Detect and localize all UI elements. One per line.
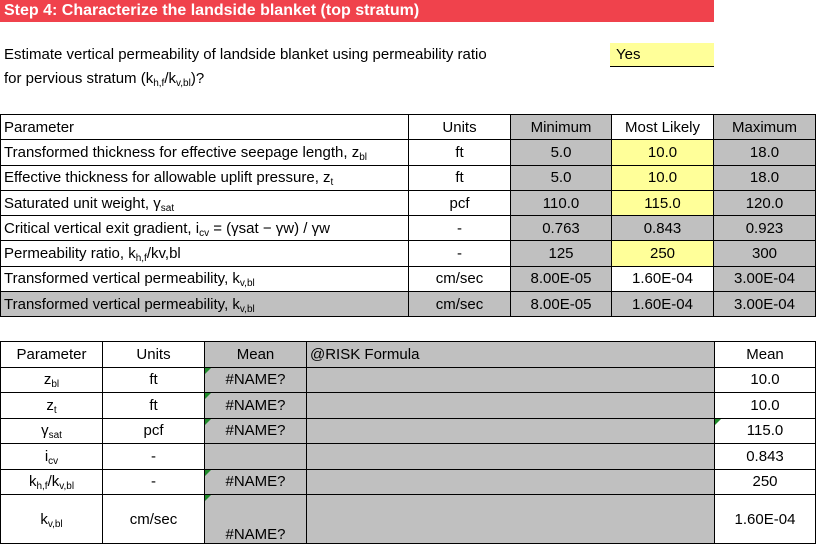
table-header-row (1, 342, 816, 368)
units-cell[interactable]: pcf (103, 418, 205, 444)
permeability-ratio-answer-cell[interactable]: Yes (610, 43, 714, 67)
mean-value-cell[interactable]: 1.60E-04 (715, 495, 816, 544)
units-cell[interactable]: cm/sec (103, 495, 205, 544)
formula-cell[interactable] (307, 495, 715, 544)
mean-cell[interactable]: #NAME? (205, 418, 307, 444)
table-row (1, 495, 816, 544)
header-mean: Mean (205, 342, 307, 368)
table-row (1, 216, 816, 241)
table-row (1, 190, 816, 215)
mean-value-cell[interactable]: 10.0 (715, 393, 816, 419)
units-cell[interactable]: ft (409, 165, 511, 190)
min-cell[interactable]: 5.0 (511, 165, 612, 190)
header-minimum: Minimum (511, 115, 612, 140)
min-cell[interactable]: 0.763 (511, 216, 612, 241)
parameter-range-table (0, 114, 816, 317)
formula-cell[interactable] (307, 418, 715, 444)
table-row (1, 444, 816, 470)
table-row (1, 241, 816, 266)
param-cell[interactable]: Transformed vertical permeability, $k_{v,bl}$ (1, 292, 409, 317)
units-cell[interactable]: ft (409, 140, 511, 165)
most-likely-cell[interactable]: 1.60E-04 (612, 292, 714, 317)
header-most-likely: Most Likely (612, 115, 714, 140)
param-cell[interactable]: Effective thickness for allowable uplift pressure, $z_t$ (1, 165, 409, 190)
most-likely-cell[interactable]: 10.0 (612, 165, 714, 190)
units-cell[interactable]: - (103, 469, 205, 495)
param-cell[interactable]: Permeability ratio, $k_{h,f}/kv,bl$ (1, 241, 409, 266)
max-cell[interactable]: 3.00E-04 (714, 292, 816, 317)
most-likely-cell[interactable]: 10.0 (612, 140, 714, 165)
mean-cell[interactable]: #NAME? (205, 495, 307, 544)
table-header-row (1, 115, 816, 140)
risk-formula-table (0, 341, 816, 544)
mean-value-cell[interactable]: 0.843 (715, 444, 816, 470)
max-cell[interactable]: 18.0 (714, 140, 816, 165)
min-cell[interactable]: 8.00E-05 (511, 292, 612, 317)
table-row (1, 418, 816, 444)
param-cell[interactable]: $z_t$ (1, 393, 103, 419)
units-cell[interactable]: ft (103, 393, 205, 419)
max-cell[interactable]: 0.923 (714, 216, 816, 241)
formula-cell[interactable] (307, 444, 715, 470)
units-cell[interactable]: - (409, 216, 511, 241)
max-cell[interactable]: 300 (714, 241, 816, 266)
header-parameter: Parameter (1, 342, 103, 368)
param-cell[interactable]: $k_{h,f}/k_{v,bl}$ (1, 469, 103, 495)
header-parameter: Parameter (1, 115, 409, 140)
most-likely-cell[interactable]: 250 (612, 241, 714, 266)
param-cell[interactable]: Saturated unit weight, $\gamma_{sat}$ (1, 190, 409, 215)
mean-value-cell[interactable]: 250 (715, 469, 816, 495)
header-maximum: Maximum (714, 115, 816, 140)
most-likely-cell[interactable]: 0.843 (612, 216, 714, 241)
max-cell[interactable]: 18.0 (714, 165, 816, 190)
table-row (1, 140, 816, 165)
mean-value-cell[interactable]: 115.0 (715, 418, 816, 444)
question-line-2: for pervious stratum $(k_{h,f}/k_{v,bl})$? (4, 70, 205, 89)
max-cell[interactable]: 3.00E-04 (714, 266, 816, 291)
param-cell[interactable]: $z_{bl}$ (1, 367, 103, 393)
mean-cell[interactable] (205, 444, 307, 470)
min-cell[interactable]: 125 (511, 241, 612, 266)
units-cell[interactable]: - (409, 241, 511, 266)
min-cell[interactable]: 110.0 (511, 190, 612, 215)
units-cell[interactable]: ft (103, 367, 205, 393)
param-cell[interactable]: Transformed vertical permeability, $k_{v,bl}$ (1, 266, 409, 291)
formula-cell[interactable] (307, 469, 715, 495)
param-cell[interactable]: Transformed thickness for effective seepage length, $z_{bl}$ (1, 140, 409, 165)
max-cell[interactable]: 120.0 (714, 190, 816, 215)
table-row (1, 266, 816, 291)
param-cell[interactable]: $\gamma_{sat}$ (1, 418, 103, 444)
mean-value-cell[interactable]: 10.0 (715, 367, 816, 393)
units-cell[interactable]: cm/sec (409, 266, 511, 291)
units-cell[interactable]: pcf (409, 190, 511, 215)
mean-cell[interactable]: #NAME? (205, 367, 307, 393)
formula-cell[interactable] (307, 367, 715, 393)
step-title-banner: Step 4: Characterize the landside blanket (top stratum) (0, 0, 714, 22)
table-row (1, 165, 816, 190)
header-mean-value: Mean (715, 342, 816, 368)
header-units: Units (409, 115, 511, 140)
formula-cell[interactable] (307, 393, 715, 419)
min-cell[interactable]: 8.00E-05 (511, 266, 612, 291)
param-cell[interactable]: $k_{v,bl}$ (1, 495, 103, 544)
units-cell[interactable]: - (103, 444, 205, 470)
table-row (1, 367, 816, 393)
mean-cell[interactable]: #NAME? (205, 469, 307, 495)
param-cell[interactable]: $i_{cv}$ (1, 444, 103, 470)
mean-cell[interactable]: #NAME? (205, 393, 307, 419)
table-row (1, 393, 816, 419)
table-row (1, 469, 816, 495)
header-units: Units (103, 342, 205, 368)
most-likely-cell[interactable]: 1.60E-04 (612, 266, 714, 291)
table-row (1, 292, 816, 317)
header-risk-formula: @RISK Formula (307, 342, 715, 368)
units-cell[interactable]: cm/sec (409, 292, 511, 317)
most-likely-cell[interactable]: 115.0 (612, 190, 714, 215)
param-cell[interactable]: Critical vertical exit gradient, $i_{cv} = (\gamma sat - \gamma w) / \gamma w$ (1, 216, 409, 241)
min-cell[interactable]: 5.0 (511, 140, 612, 165)
question-line-1: Estimate vertical permeability of landside blanket using permeability ratio (4, 46, 487, 63)
